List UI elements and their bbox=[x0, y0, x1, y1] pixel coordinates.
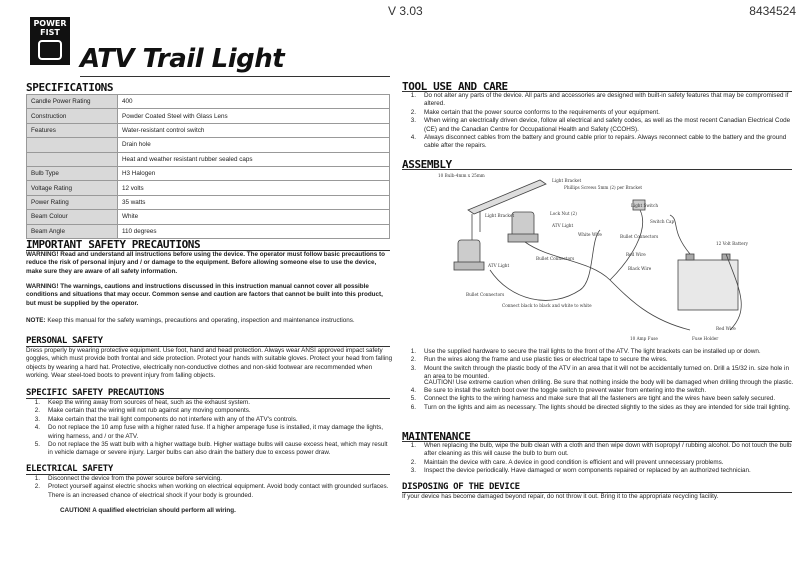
list-text: Inspect the device periodically. Have damaged or worn components repaired or replaced by an authorized technician. bbox=[424, 467, 751, 475]
label-light-switch: Light Switch bbox=[631, 203, 659, 208]
list-number: 1. bbox=[34, 475, 40, 482]
list-item bbox=[28, 407, 394, 415]
assembly-heading: ASSEMBLY bbox=[402, 158, 452, 171]
list-item bbox=[404, 356, 792, 364]
spec-value: White bbox=[118, 210, 390, 224]
label-bullet-conn-3: Bullet Connectors bbox=[466, 292, 505, 297]
list-item bbox=[404, 92, 792, 109]
list-item bbox=[404, 404, 792, 412]
spec-label: Features bbox=[27, 123, 118, 137]
list-number: 6. bbox=[410, 403, 416, 411]
list-text: Use the supplied hardware to secure the trail lights to the front of the ATV. The light brackets can be installed up or down. bbox=[424, 348, 761, 355]
spec-value: 35 watts bbox=[118, 195, 390, 209]
label-bullet-conn-2: Bullet Connectors bbox=[536, 256, 575, 261]
electrical-caution: CAUTION! A qualified electrician should perform all wiring. bbox=[60, 507, 236, 514]
list-text: Mount the switch through the plastic body of the ATV in an area that it will not be accidentally turned on. Drill a 15/32 in. size hole in an area to be mounted. bbox=[424, 364, 789, 381]
spec-value: Water-resistant control switch bbox=[118, 123, 390, 137]
label-lock-nut: Lock Nut (2) bbox=[550, 211, 577, 216]
spec-label: Beam Angle bbox=[27, 224, 118, 238]
disposing-text: If your device has become damaged beyond repair, do not throw it out. Bring it to the appropriate recycling facility. bbox=[402, 493, 719, 500]
spec-value: H3 Halogen bbox=[118, 166, 390, 180]
list-text: When replacing the bulb, wipe the bulb clean with a cloth and then wipe down with isopropyl / rubbing alcohol. Do not touch the bulb after cleaning as this will cause the bulb to burn out. bbox=[424, 442, 792, 458]
list-number: 3. bbox=[34, 415, 40, 423]
list-item bbox=[404, 442, 792, 459]
safety-heading: IMPORTANT SAFETY PRECAUTIONS bbox=[26, 238, 201, 251]
fist-icon bbox=[38, 40, 62, 60]
bar-bolts bbox=[472, 211, 480, 240]
spec-label: Bulb Type bbox=[27, 166, 118, 180]
note-text bbox=[26, 317, 390, 325]
list-item bbox=[404, 467, 792, 475]
warning-text-1: WARNING! Read and understand all instructions before using the device. The operator must follow basic precautions to reduce the risk of personal injury and / or damage to the equipment. Before allowing someone else to use the device, make sure they are aware of all safety information. bbox=[26, 251, 385, 275]
list-number: 5. bbox=[410, 395, 416, 403]
spec-row bbox=[27, 166, 390, 180]
list-text: Make certain that the power source conforms to the requirements of your equipment. bbox=[424, 108, 660, 116]
list-text: Always disconnect cables from the battery and ground cable prior to repairs. Always reconnect cable to the battery and the ground cable after the repairs. bbox=[424, 134, 787, 150]
spec-label bbox=[27, 152, 118, 166]
list-item bbox=[404, 387, 792, 395]
page-title: ATV Trail Light bbox=[80, 44, 285, 74]
list-text: Do not replace the 35 watt bulb with a higher wattage bulb. Higher wattage bulbs will cause excess heat, which may result in vehicle damage or severe injury. Larger bulbs can also drain the battery due to excess power draw. bbox=[48, 441, 388, 457]
tool-use-list bbox=[404, 92, 792, 151]
spec-row bbox=[27, 195, 390, 209]
spec-label bbox=[27, 138, 118, 152]
battery-shape bbox=[678, 260, 738, 310]
spec-value: Heat and weather resistant rubber sealed caps bbox=[118, 152, 390, 166]
spec-label: Beam Colour bbox=[27, 210, 118, 224]
electrical-safety-heading: ELECTRICAL SAFETY bbox=[26, 464, 114, 474]
list-item bbox=[404, 134, 792, 151]
disposing-heading: DISPOSING OF THE DEVICE bbox=[402, 482, 520, 492]
note-label: NOTE: bbox=[26, 317, 46, 324]
spec-row bbox=[27, 95, 390, 109]
list-item bbox=[28, 424, 394, 441]
list-text: Keep the wiring away from sources of heat, such as the exhaust system. bbox=[48, 399, 250, 406]
list-text: Make certain that the trail light components do not interfere with any of the ATV's controls. bbox=[48, 415, 298, 423]
spec-value: Powder Coated Steel with Glass Lens bbox=[118, 109, 390, 123]
list-item bbox=[28, 416, 394, 424]
specifications-heading: SPECIFICATIONS bbox=[26, 81, 114, 94]
left-light-base bbox=[454, 262, 484, 270]
specific-safety-list bbox=[28, 399, 394, 458]
label-battery: 12 Volt Battery bbox=[716, 241, 748, 246]
list-text: Maintain the device with care. A device in good condition is efficient and will prevent unnecessary problems. bbox=[424, 458, 724, 466]
personal-safety-text: Dress properly by wearing protective equipment. Use foot, hand and head protection. Always wear ANSI approved impact safety goggles, which must provide both frontal and side protection. Protect your hands with suitable gloves. Protect your head from falling objects by wearing a hard hat. Protective, electrically non-conductive clothes and non-skid footwear are recommended when working. Wear steel-toed boots to prevent injury from falling objects. bbox=[26, 347, 393, 380]
list-number: 1. bbox=[34, 399, 40, 406]
personal-safety-heading: PERSONAL SAFETY bbox=[26, 336, 103, 346]
list-number: 1. bbox=[410, 442, 416, 449]
specifications-table bbox=[26, 94, 390, 239]
list-number: 4. bbox=[410, 134, 416, 142]
spec-row bbox=[27, 109, 390, 123]
list-number: 2. bbox=[410, 108, 416, 116]
title-divider bbox=[80, 76, 390, 77]
assembly-caution: CAUTION! Use extreme caution when drilling. Be sure that nothing inside the body will be damaged when drilling through the plastic. bbox=[424, 379, 794, 386]
list-item bbox=[404, 459, 792, 467]
spec-row bbox=[27, 138, 390, 152]
electrical-safety-list bbox=[28, 475, 394, 500]
list-item bbox=[404, 395, 792, 403]
maintenance-list bbox=[404, 442, 792, 476]
list-number: 2. bbox=[34, 483, 40, 491]
logo-text-power: POWER bbox=[33, 19, 67, 28]
list-number: 1. bbox=[410, 92, 416, 99]
assembly-diagram bbox=[430, 170, 792, 345]
light-bar-shape bbox=[468, 180, 546, 214]
version-label: V 3.03 bbox=[388, 4, 423, 18]
spec-row bbox=[27, 224, 390, 238]
spec-label: Construction bbox=[27, 109, 118, 123]
spec-label: Candle Power Rating bbox=[27, 95, 118, 109]
list-item bbox=[28, 441, 394, 458]
list-text: When wiring an electrically driven device, follow all electrical and safety codes, as well as the most recent Canadian Electrical Code (CE) and the Canadian Centre for Occupational Health and Safety (CCOHS). bbox=[424, 117, 791, 133]
label-red-wire: Red Wire bbox=[626, 252, 646, 257]
list-text: Be sure to install the switch boot over the toggle switch to prevent water from entering into the switch. bbox=[424, 387, 707, 394]
warning-text-2: WARNING! The warnings, cautions and instructions discussed in this instruction manual cannot cover all possible conditions and situations that may occur. Common sense and caution are factors that cannot be built into this product, but must be supplied by the operator. bbox=[26, 283, 383, 307]
spec-value: 110 degrees bbox=[118, 224, 390, 238]
list-item bbox=[28, 399, 394, 407]
label-black-wire: Black Wire bbox=[628, 266, 652, 271]
list-number: 2. bbox=[410, 458, 416, 466]
list-number: 1. bbox=[410, 348, 416, 355]
part-number: 8434524 bbox=[749, 4, 796, 18]
right-light-base bbox=[508, 234, 538, 242]
label-light-bracket: Light Bracket bbox=[552, 178, 582, 183]
battery-terminal-1 bbox=[686, 254, 694, 260]
label-switch-cap: Switch Cap bbox=[650, 219, 675, 224]
label-fuse-holder: Fuse Holder bbox=[692, 336, 719, 341]
list-number: 2. bbox=[410, 356, 416, 364]
list-text: Run the wires along the frame and use plastic ties or electrical tape to secure the wires. bbox=[424, 356, 668, 364]
list-number: 3. bbox=[410, 364, 416, 372]
list-text: Make certain that the wiring will not rub against any moving components. bbox=[48, 407, 251, 415]
list-number: 4. bbox=[410, 387, 416, 394]
list-item bbox=[404, 109, 792, 117]
spec-label: Power Rating bbox=[27, 195, 118, 209]
list-item bbox=[28, 483, 394, 500]
spec-row bbox=[27, 181, 390, 195]
list-item bbox=[28, 475, 394, 483]
assembly-list-2 bbox=[404, 387, 792, 412]
spec-row bbox=[27, 123, 390, 137]
label-amp-fuse: 10 Amp Fuse bbox=[630, 336, 658, 341]
power-fist-logo bbox=[30, 17, 70, 65]
list-item bbox=[404, 117, 792, 134]
label-connect: Connect black to black and white to white bbox=[502, 303, 592, 308]
list-number: 3. bbox=[410, 467, 416, 475]
label-atv-light: ATV Light bbox=[552, 223, 574, 228]
spec-row bbox=[27, 210, 390, 224]
spec-value: Drain hole bbox=[118, 138, 390, 152]
list-number: 4. bbox=[34, 424, 40, 432]
tool-use-heading: TOOL USE AND CARE bbox=[402, 80, 508, 93]
assembly-list bbox=[404, 348, 792, 382]
label-light-bar: 10 Bulb-4mm x 25mm bbox=[438, 173, 485, 178]
list-number: 2. bbox=[34, 407, 40, 415]
list-text: Do not alter any parts of the device. All parts and accessories are designed with built-in safety features that may be compromised if altered. bbox=[424, 92, 789, 108]
label-red-wire-2: Red Wire bbox=[716, 326, 736, 331]
spec-value: 12 volts bbox=[118, 181, 390, 195]
label-phillips: Phillips Screws 5mm (2) per Bracket bbox=[564, 185, 643, 190]
specific-safety-heading: SPECIFIC SAFETY PRECAUTIONS bbox=[26, 388, 165, 398]
logo-text-fist: FIST bbox=[40, 28, 60, 37]
list-number: 5. bbox=[34, 441, 40, 449]
note-body: Keep this manual for the safety warnings, precautions and operating, inspection and maintenance instructions. bbox=[45, 317, 355, 324]
list-text: Protect yourself against electric shocks when working on electrical equipment. Avoid body contact with grounded surfaces. There is an increased chance of electrical shock if your body is grounded. bbox=[48, 483, 389, 499]
list-number: 3. bbox=[410, 117, 416, 125]
label-bullet-conn: Bullet Connectors bbox=[620, 234, 659, 239]
spec-value: 400 bbox=[118, 95, 390, 109]
label-light-bracket-2: Light Bracket bbox=[485, 213, 515, 218]
spec-row bbox=[27, 152, 390, 166]
maintenance-heading: MAINTENANCE bbox=[402, 430, 471, 443]
list-text: Disconnect the device from the power source before servicing. bbox=[48, 475, 222, 482]
label-white-wire: White Wire bbox=[578, 232, 602, 237]
list-item bbox=[404, 348, 792, 356]
list-text: Connect the lights to the wiring harness and make sure that all the fasteners are tight and the wires have been safely secured. bbox=[424, 395, 776, 403]
list-text: Do not replace the 10 amp fuse with a higher rated fuse. If a higher amperage fuse is installed, it may damage the lights, wiring harness, and / or the ATV. bbox=[48, 424, 383, 440]
label-atv-light-2: ATV Light bbox=[488, 263, 510, 268]
spec-label: Voltage Rating bbox=[27, 181, 118, 195]
list-text: Turn on the lights and aim as necessary. The lights should be directed slightly to the sides as they are intended for side trail lighting. bbox=[424, 403, 791, 411]
